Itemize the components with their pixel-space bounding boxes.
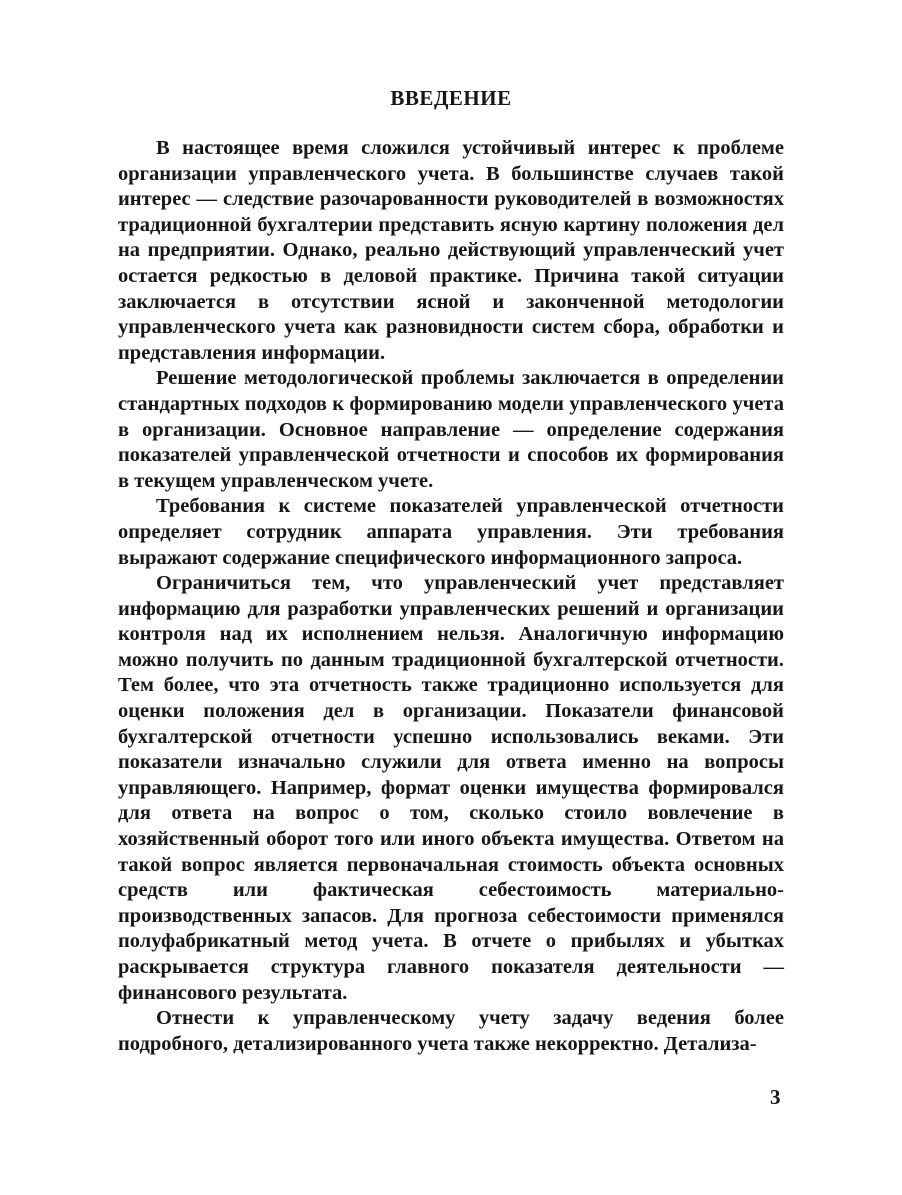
page-number: 3 bbox=[770, 1085, 781, 1109]
page-body bbox=[118, 84, 784, 1057]
paragraph-3: Требования к системе показателей управленческой отчетности определяет сотрудник аппарата управления. Эти требования выражают содержание специфического информационного запроса. bbox=[118, 495, 784, 569]
paragraph-2: Решение методологической проблемы заключается в определении стандартных подходов к формированию модели управленческого учета в организации. Основное направление — определение содержания показателей управленческой отчетности и способов их формирования в текущем управленческом учете. bbox=[118, 367, 784, 492]
paragraph-4: Ограничиться тем, что управленческий учет представляет информацию для разработки управленческих решений и организации контроля над их исполнением нельзя. Аналогичную информацию можно получить по данным традиционной бухгалтерской отчетности. Тем более, что эта отчетность также традиционно используется для оценки положения дел в организации. Показатели финансовой бухгалтерской отчетности успешно использовались веками. Эти показатели изначально служили для ответа именно на вопросы управляющего. Например, формат оценки имущества формировался для ответа на вопрос о том, сколько стоило вовлечение в хозяйственный оборот того или иного объекта имущества. Ответом на такой вопрос является первоначальная стоимость объекта основных средств или фактическая себестоимость материально-производственных запасов. Для прогноза себестоимости применялся полуфабрикатный метод учета. В отчете о прибылях и убытках раскрывается структура главного показателя деятельности — финансового результата. bbox=[118, 572, 784, 1004]
page-title: ВВЕДЕНИЕ bbox=[390, 86, 512, 110]
paragraph-5: Отнести к управленческому учету задачу ведения более подробного, детализированного учета также некорректно. Детализа- bbox=[118, 1007, 784, 1055]
paragraph-1: В настоящее время сложился устойчивый интерес к проблеме организации управленческого учета. В большинстве случаев такой интерес — следствие разочарованности руководителей в возможностях традиционной бухгалтерии представить ясную картину положения дел на предприятии. Однако, реально действующий управленческий учет остается редкостью в деловой практике. Причина такой ситуации заключается в отсутствии ясной и законченной методологии управленческого учета как разновидности систем сбора, обработки и представления информации. bbox=[118, 137, 784, 364]
